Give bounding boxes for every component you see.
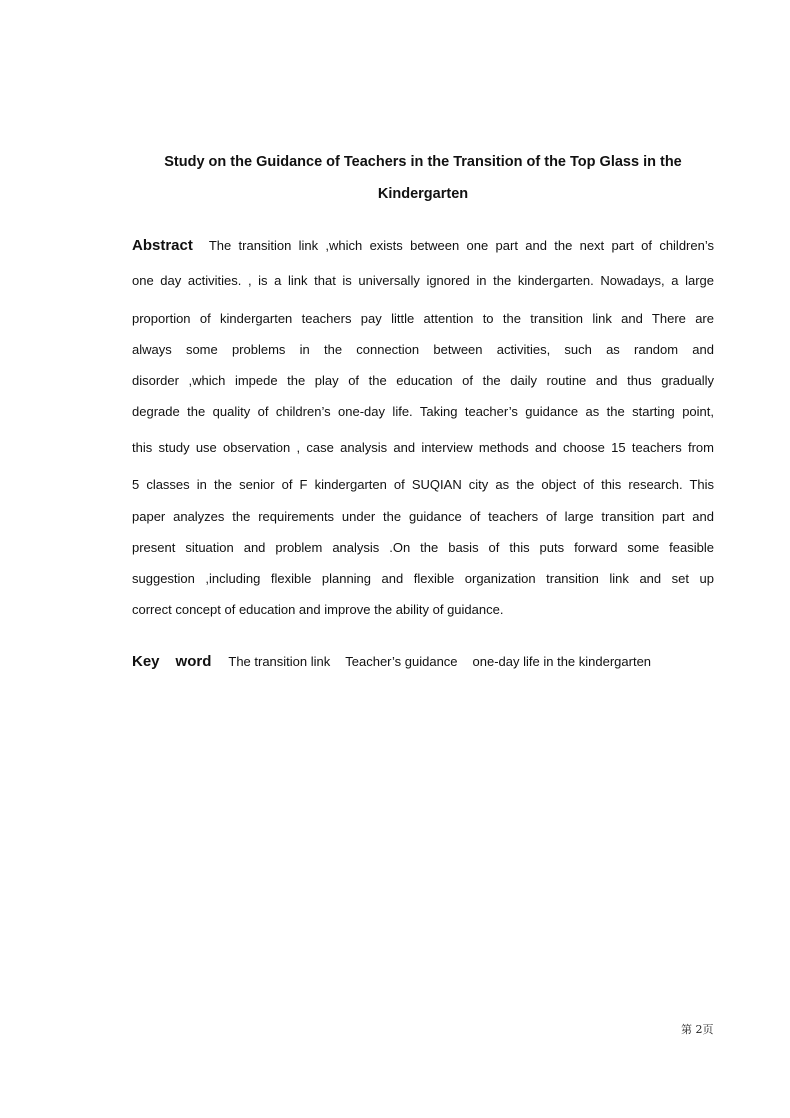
page-number: 第 2页	[681, 1023, 714, 1036]
keywords-line	[132, 654, 714, 670]
abstract-line-10: present situation and problem analysis .On the basis of this puts forward some feasible	[132, 540, 714, 555]
abstract-line-6: degrade the quality of children’s one-day life. Taking teacher’s guidance as the starting point,	[132, 404, 714, 419]
keyword-item: The transition link	[228, 654, 331, 669]
abstract-line-5: disorder ,which impede the play of the education of the daily routine and thus gradually	[132, 373, 714, 388]
abstract-line-4: always some problems in the connection between activities, such as random and	[132, 342, 714, 357]
document-title-line-2: Kindergarten	[377, 186, 469, 202]
keyword-item: one-day life in the kindergarten	[472, 654, 652, 669]
keywords-heading-2: word	[175, 653, 212, 670]
abstract-line-7: this study use observation , case analysis and interview methods and choose 15 teachers from	[132, 440, 714, 455]
keywords-heading-1: Key	[132, 653, 160, 670]
abstract-line-8: 5 classes in the senior of F kindergarten of SUQIAN city as the object of this research. This	[132, 477, 714, 492]
keyword-item: Teacher’s guidance	[345, 654, 458, 669]
abstract-heading: Abstract	[132, 237, 193, 254]
abstract-text-1: The transition link ,which exists between one part and the next part of children’s	[208, 238, 714, 253]
abstract-line-2: one day activities. , is a link that is universally ignored in the kindergarten. Nowadays, a large	[132, 273, 714, 288]
abstract-line-9: paper analyzes the requirements under the guidance of teachers of large transition part and	[132, 509, 714, 524]
abstract-line-3: proportion of kindergarten teachers pay little attention to the transition link and There are	[132, 311, 714, 326]
abstract-line-1	[132, 238, 714, 254]
abstract-line-12: correct concept of education and improve the ability of guidance.	[132, 602, 504, 617]
document-title-line-1: Study on the Guidance of Teachers in the Transition of the Top Glass in the	[164, 154, 682, 170]
abstract-line-11: suggestion ,including flexible planning and flexible organization transition link and set up	[132, 571, 714, 586]
